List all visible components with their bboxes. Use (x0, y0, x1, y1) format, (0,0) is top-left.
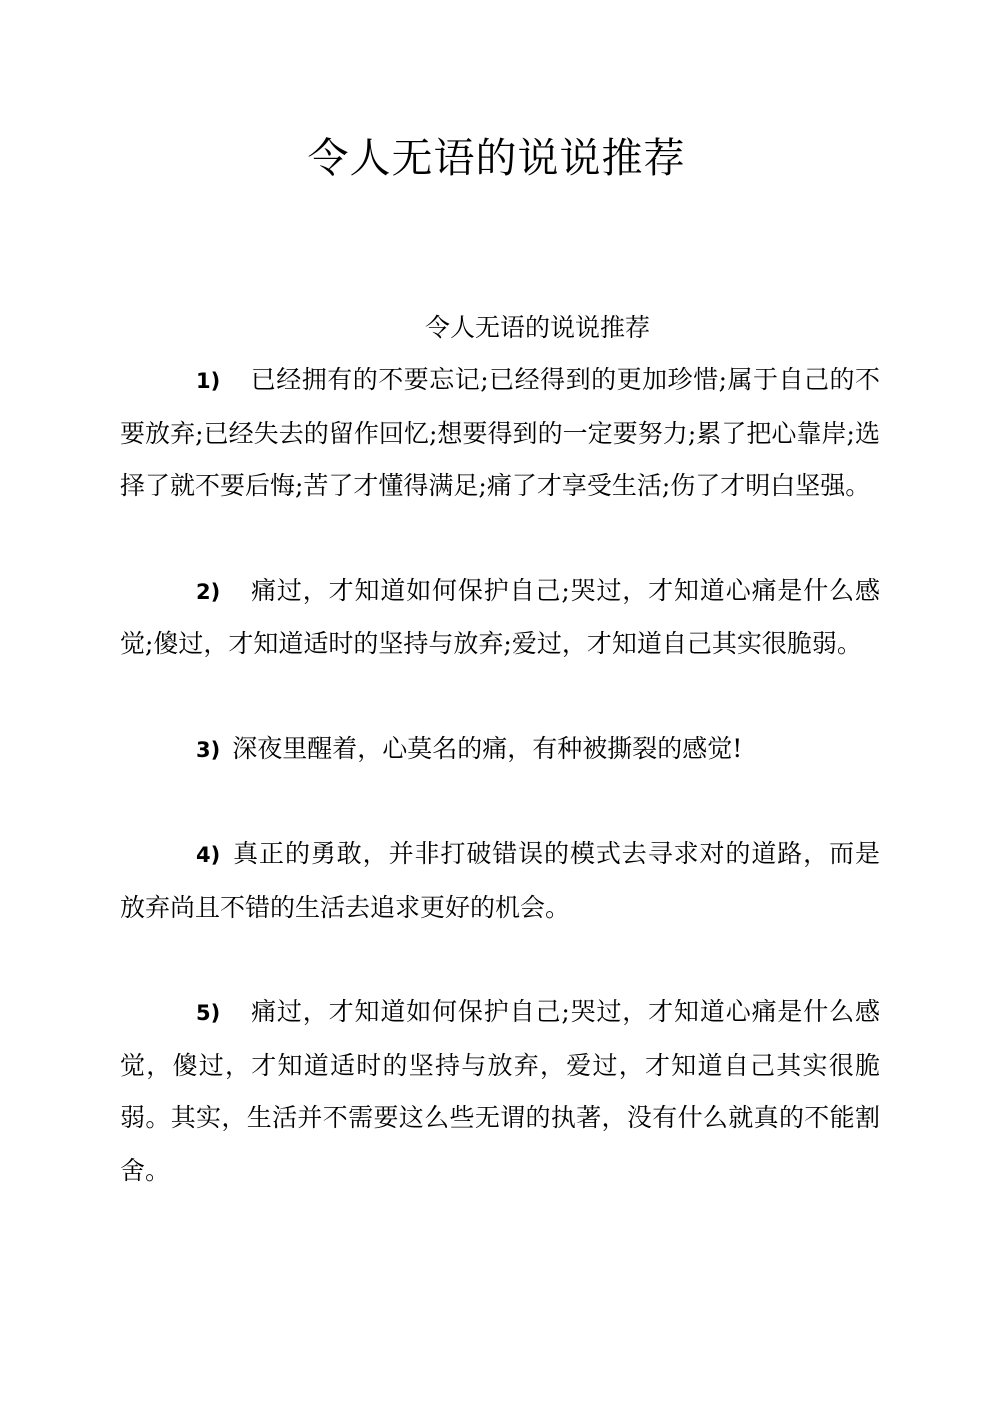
list-item (120, 723, 880, 777)
item-number: 4) (196, 843, 221, 867)
list-item (120, 828, 880, 934)
item-text: 真正的勇敢，并非打破错误的模式去寻求对的道路，而是放弃尚且不错的生活去追求更好的机会。 (120, 839, 880, 922)
item-text: 痛过，才知道如何保护自己;哭过，才知道心痛是什么感觉，傻过，才知道适时的坚持与放弃，爱过，才知道自己其实很脆弱。其实，生活并不需要这么些无谓的执著，没有什么就真的不能割舍。 (120, 997, 880, 1185)
item-number: 2) (196, 579, 221, 604)
list-item (120, 565, 880, 671)
list-item (120, 354, 880, 513)
item-text: 已经拥有的不要忘记;已经得到的更加珍惜;属于自己的不要放弃;已经失去的留作回忆;想要得到的一定要努力;累了把心靠岸;选择了就不要后悔;苦了才懂得满足;痛了才享受生活;伤了才明白坚强。 (120, 365, 880, 500)
page-title: 令人无语的说说推荐 (307, 134, 686, 182)
item-number: 1) (196, 369, 221, 393)
item-list (120, 354, 880, 1249)
item-number: 5) (196, 1001, 221, 1025)
item-number: 3) (196, 737, 221, 762)
item-text: 痛过，才知道如何保护自己;哭过，才知道心痛是什么感觉;傻过，才知道适时的坚持与放弃;爱过，才知道自己其实很脆弱。 (120, 575, 880, 658)
sub-title: 令人无语的说说推荐 (424, 313, 650, 342)
item-text: 深夜里醒着，心莫名的痛，有种被撕裂的感觉! (232, 733, 743, 763)
list-item (120, 986, 880, 1197)
